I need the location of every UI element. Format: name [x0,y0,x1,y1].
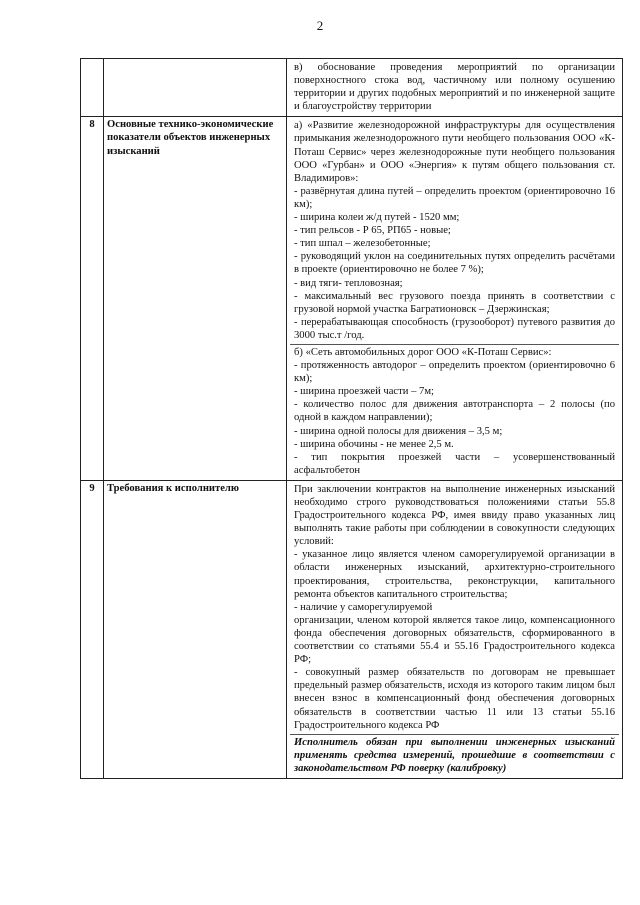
list-item: - тип шпал – железобетонные; [294,238,431,250]
roads-block [290,344,619,479]
row-content [287,480,623,778]
list-item: - вид тяги- тепловозная; [294,277,403,289]
contractor-conditions-block [290,482,619,734]
list-item: - руководящий уклон на соединительных путях определить расчётами в проекте (ориентировочно не более 7 %); [294,251,615,276]
page-number: 2 [316,18,324,33]
list-item: - количество полос для движения автотранспорта – 2 полосы (по одной в каждом направлении); [294,399,615,424]
list-item: - указанное лицо является членом саморегулируемой организации в области инженерных изысканий, архитектурно-строительного проектирования, строительства, реконструкции, капитального ремонта объектов капитального строительства; [294,549,615,600]
row-number [81,59,104,117]
list-item: - тип рельсов - Р 65, РП65 - новые; [294,225,451,237]
requirements-table [80,58,623,779]
row-content [287,117,623,481]
paragraph: а) «Развитие железнодорожной инфраструктуры для осуществления примыкания железнодорожного пути необщего пользования ООО «К-Поташ Сервис» через железнодорожные пути необщего пользования ООО «Гурбан» и ООО «Энергия» к путям общего пользования ст. Владимиров»: [294,120,615,184]
paragraph: организации, членом которой является такое лицо, компенсационного фонда обеспечения договорных обязательств, сформированного в соответствии со статьями 55.4 и 55.16 Градостроительного кодекса РФ; [294,614,615,666]
railway-block [290,118,619,344]
paragraph: в) обоснование проведения мероприятий по организации поверхностного стока вод, частичному или полному осушению территории и других подобных мероприятий и по инженерной защите и благоустройству территории [294,62,615,113]
row-number: 9 [81,480,104,778]
list-item: - перерабатывающая способность (грузооборот) путевого развития до 3000 тыс.т /год. [294,316,615,341]
paragraph: б) «Сеть автомобильных дорог ООО «К-Поташ Сервис»: [294,346,552,358]
table-row-continuation [81,59,623,117]
list-item: - наличие у саморегулируемой [294,601,433,613]
row-title: Требования к исполнителю [104,480,287,778]
content-block [290,60,619,115]
table-row-9 [81,480,623,778]
row-title: Основные технико-экономические показатели объектов инженерных изысканий [104,117,287,481]
list-item: - развёрнутая длина путей – определить проектом (ориентировочно 16 км); [294,185,615,210]
row-content [287,59,623,117]
list-item: - ширина обочины - не менее 2,5 м. [294,438,454,450]
paragraph: При заключении контрактов на выполнение инженерных изысканий необходимо строго руководствоваться положениями статьи 55.8 Градостроительного кодекса РФ, имея ввиду право указанных лиц выполнять такие работы при соблюдении в совокупности следующих условий: [294,483,615,548]
list-item: - совокупный размер обязательств по договорам не превышает предельный размер обязательств, исходя из которого таким лицом был внесен взнос в компенсационный фонд обеспечения договорных обязательств в соответствии частью 11 или 13 статьи 55.16 Градостроительного кодекса РФ [294,667,615,731]
list-item: - тип покрытия проезжей части – усовершенствованный асфальтобетон [294,451,615,476]
table-row-8 [81,117,623,481]
list-item: - ширина одной полосы для движения – 3,5 м; [294,425,503,437]
row-number: 8 [81,117,104,481]
list-item: - ширина проезжей части – 7м; [294,386,434,398]
measurement-requirement-block [290,734,619,777]
emphasis-paragraph: Исполнитель обязан при выполнении инженерных изысканий применять средства измерений, прошедшие в соответствии с законодательством РФ поверку (калибровку) [294,736,615,774]
list-item: - ширина колеи ж/д путей - 1520 мм; [294,212,460,224]
list-item: - протяженность автодорог – определить проектом (ориентировочно 6 км); [294,360,615,385]
row-title [104,59,287,117]
list-item: - максимальный вес грузового поезда принять в соответствии с грузовой нормой участка Багратионовск – Дзержинская; [294,290,615,315]
